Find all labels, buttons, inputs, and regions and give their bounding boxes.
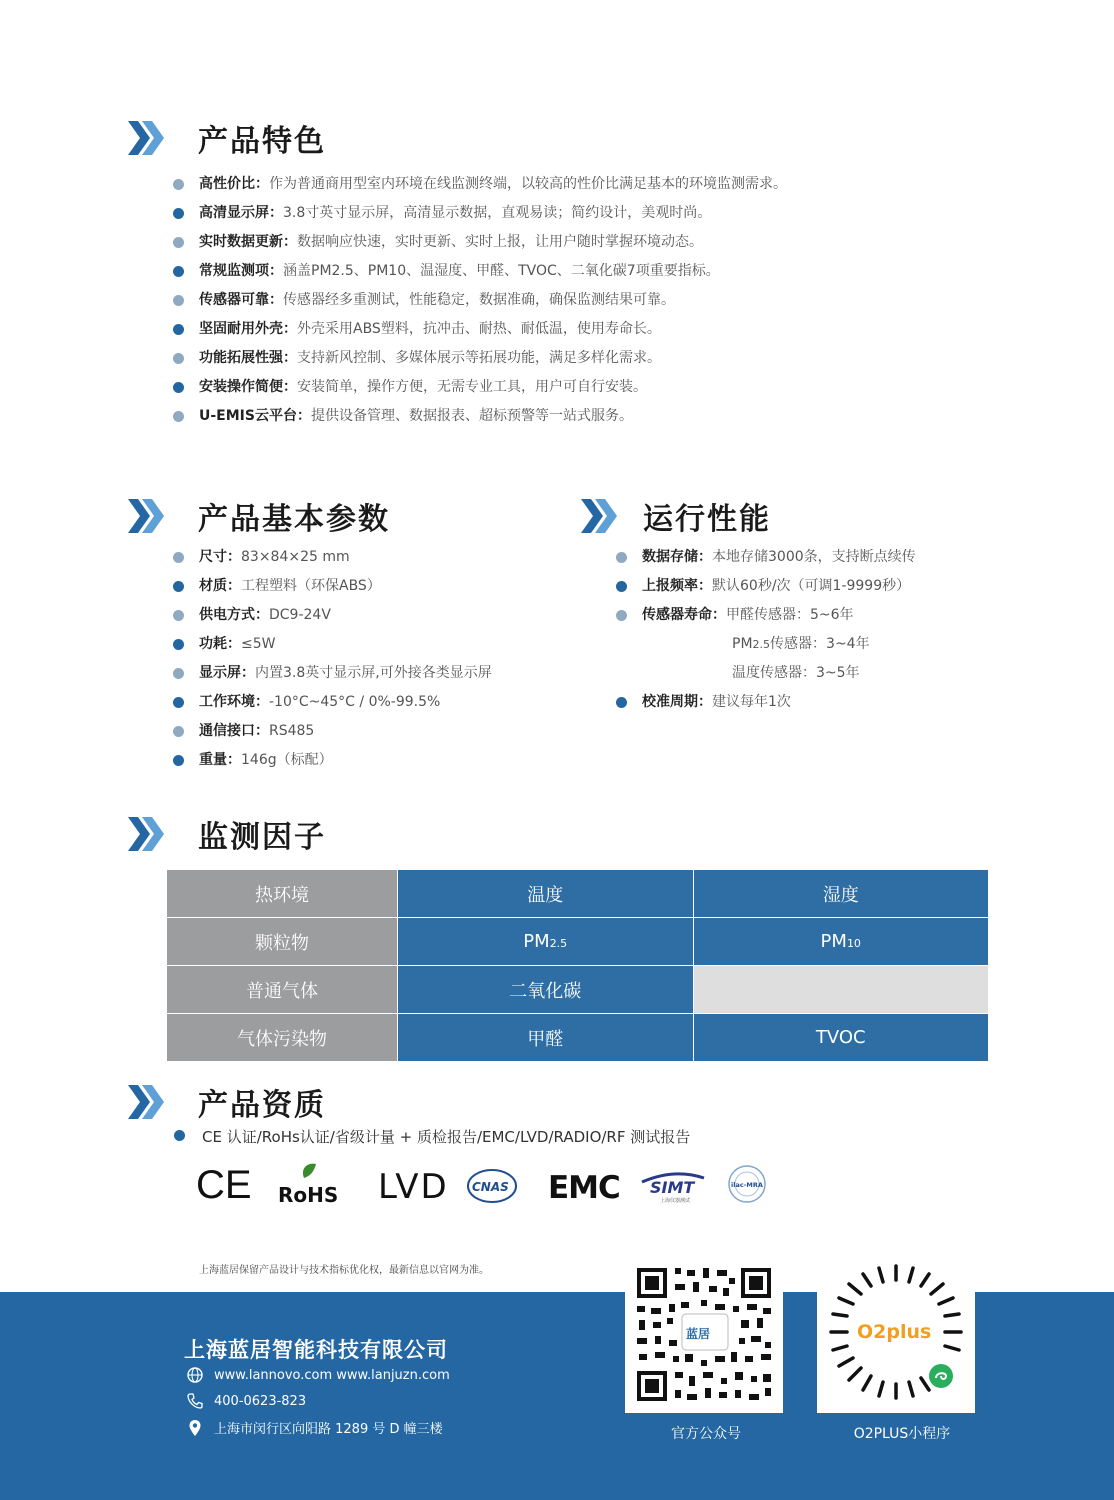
table-cell: PM2.5: [398, 918, 694, 966]
features-list: [173, 170, 787, 431]
params-list: [173, 543, 492, 775]
factors-title: 监测因子: [198, 820, 326, 855]
globe-icon: [186, 1366, 204, 1384]
table-row: [167, 870, 989, 918]
mini-program-code-icon: [817, 1256, 975, 1413]
list-item: 高清显示屏：3.8寸英寸显示屏，高清显示数据，直观易读；简约设计，美观时尚。: [173, 199, 787, 228]
emc-logo: EMC: [548, 1170, 620, 1206]
table-cell: 甲醛: [398, 1014, 694, 1062]
table-row: [167, 918, 989, 966]
list-item: 安装操作简便：安装简单，操作方便，无需专业工具，用户可自行安装。: [173, 373, 787, 402]
factors-table: [166, 869, 989, 1062]
leaf-icon: [303, 1164, 316, 1178]
list-item: 工作环境：-10°C~45°C / 0%-99.5%: [173, 688, 492, 717]
qr2-caption: O2PLUS小程序: [853, 1426, 951, 1442]
rohs-logo: [278, 1164, 338, 1207]
svg-text:CNAS: CNAS: [472, 1180, 509, 1194]
list-item: 坚固耐用外壳：外壳采用ABS塑料，抗冲击、耐热、耐低温，使用寿命长。: [173, 315, 787, 344]
list-item: 尺寸：83×84×25 mm: [173, 543, 492, 572]
cert-line: CE 认证/RoHs认证/省级计量 + 质检报告/EMC/LVD/RADIO/RF 测试报告: [174, 1126, 690, 1147]
svg-text:蓝居: 蓝居: [686, 1327, 711, 1341]
list-item: 功能拓展性强：支持新风控制、多媒体展示等拓展功能，满足多样化需求。: [173, 344, 787, 373]
qr-official-account[interactable]: [625, 1256, 783, 1413]
simt-logo: [642, 1174, 704, 1204]
list-item: 温度传感器：3~5年: [732, 665, 860, 681]
svg-text:SIMT: SIMT: [650, 1178, 695, 1197]
phone-icon: [186, 1392, 204, 1410]
list-item: 高性价比：作为普通商用型室内环境在线监测终端，以较高的性价比满足基本的环境监测需求。: [173, 170, 787, 199]
address-text: 上海市闵行区向阳路 1289 号 D 幢三楼: [214, 1422, 443, 1437]
certs-heading: [128, 1080, 326, 1124]
ce-logo: CE: [196, 1163, 252, 1207]
location-pin-icon: [186, 1419, 204, 1437]
footer-web: [186, 1366, 450, 1384]
list-item: U-EMIS云平台：提供设备管理、数据报表、超标预警等一站式服务。: [173, 402, 787, 431]
table-row: [167, 1014, 989, 1062]
qr-mini-program[interactable]: [817, 1256, 975, 1413]
qr1-caption: 官方公众号: [671, 1426, 741, 1442]
svg-text:上海仪器测试: 上海仪器测试: [660, 1198, 691, 1204]
list-item: 常规监测项：涵盖PM2.5、PM10、温湿度、甲醛、TVOC、二氧化碳7项重要指标。: [173, 257, 787, 286]
performance-heading: [581, 494, 771, 538]
table-row: [167, 966, 989, 1014]
footer-address: [186, 1418, 443, 1437]
table-cell: TVOC: [693, 1014, 989, 1062]
qr-code-icon: [625, 1256, 783, 1413]
chevron-right-icon: [128, 1085, 168, 1119]
list-item: 校准周期：建议每年1次: [616, 688, 916, 717]
table-cell-empty: [693, 966, 989, 1014]
features-title: 产品特色: [198, 124, 326, 159]
list-item: 通信接口：RS485: [173, 717, 492, 746]
table-cell: 湿度: [693, 870, 989, 918]
table-cell: 温度: [398, 870, 694, 918]
chevron-right-icon: [128, 121, 168, 155]
table-cell: 普通气体: [167, 966, 398, 1014]
params-heading: [128, 494, 390, 538]
table-cell: 气体污染物: [167, 1014, 398, 1062]
company-name: 上海蓝居智能科技有限公司: [184, 1338, 448, 1362]
svg-text:RoHS: RoHS: [278, 1183, 339, 1207]
cnas-logo: [468, 1170, 516, 1202]
list-item: 传感器寿命：甲醛传感器：5~6年: [616, 601, 916, 630]
performance-title: 运行性能: [643, 502, 771, 537]
cert-logos: [196, 1160, 776, 1208]
ilac-logo: [729, 1166, 765, 1202]
list-item: 功耗：≤5W: [173, 630, 492, 659]
params-title: 产品基本参数: [198, 502, 390, 537]
list-item: 数据存储：本地存储3000条，支持断点续传: [616, 543, 916, 572]
table-cell: 二氧化碳: [398, 966, 694, 1014]
list-item: 重量：146g（标配）: [173, 746, 492, 775]
list-item: 材质：工程塑料（环保ABS）: [173, 572, 492, 601]
chevron-right-icon: [581, 499, 621, 533]
list-item: 显示屏：内置3.8英寸显示屏,可外接各类显示屏: [173, 659, 492, 688]
svg-text:ilac-MRA: ilac-MRA: [731, 1181, 763, 1189]
factors-heading: [128, 812, 326, 856]
table-cell: 热环境: [167, 870, 398, 918]
performance-list: [616, 543, 916, 717]
list-item: PM2.5传感器：3~4年: [732, 636, 870, 652]
disclaimer: 上海蓝居保留产品设计与技术指标优化权，最新信息以官网为准。: [199, 1265, 489, 1276]
footer-phone: [186, 1392, 306, 1410]
certs-title: 产品资质: [198, 1088, 326, 1123]
table-cell: 颗粒物: [167, 918, 398, 966]
phone-text: 400-0623-823: [214, 1393, 307, 1409]
lvd-logo: LVD: [378, 1167, 449, 1207]
website-text[interactable]: www.lannovo.com www.lanjuzn.com: [214, 1367, 450, 1383]
features-heading: [128, 116, 326, 160]
list-item: 供电方式：DC9-24V: [173, 601, 492, 630]
list-item: 上报频率：默认60秒/次（可调1-9999秒）: [616, 572, 916, 601]
list-item: 传感器可靠：传感器经多重测试，性能稳定，数据准确，确保监测结果可靠。: [173, 286, 787, 315]
chevron-right-icon: [128, 817, 168, 851]
table-cell: PM10: [693, 918, 989, 966]
list-item: 实时数据更新：数据响应快速，实时更新、实时上报，让用户随时掌握环境动态。: [173, 228, 787, 257]
chevron-right-icon: [128, 499, 168, 533]
svg-text:O2plus: O2plus: [857, 1321, 932, 1343]
